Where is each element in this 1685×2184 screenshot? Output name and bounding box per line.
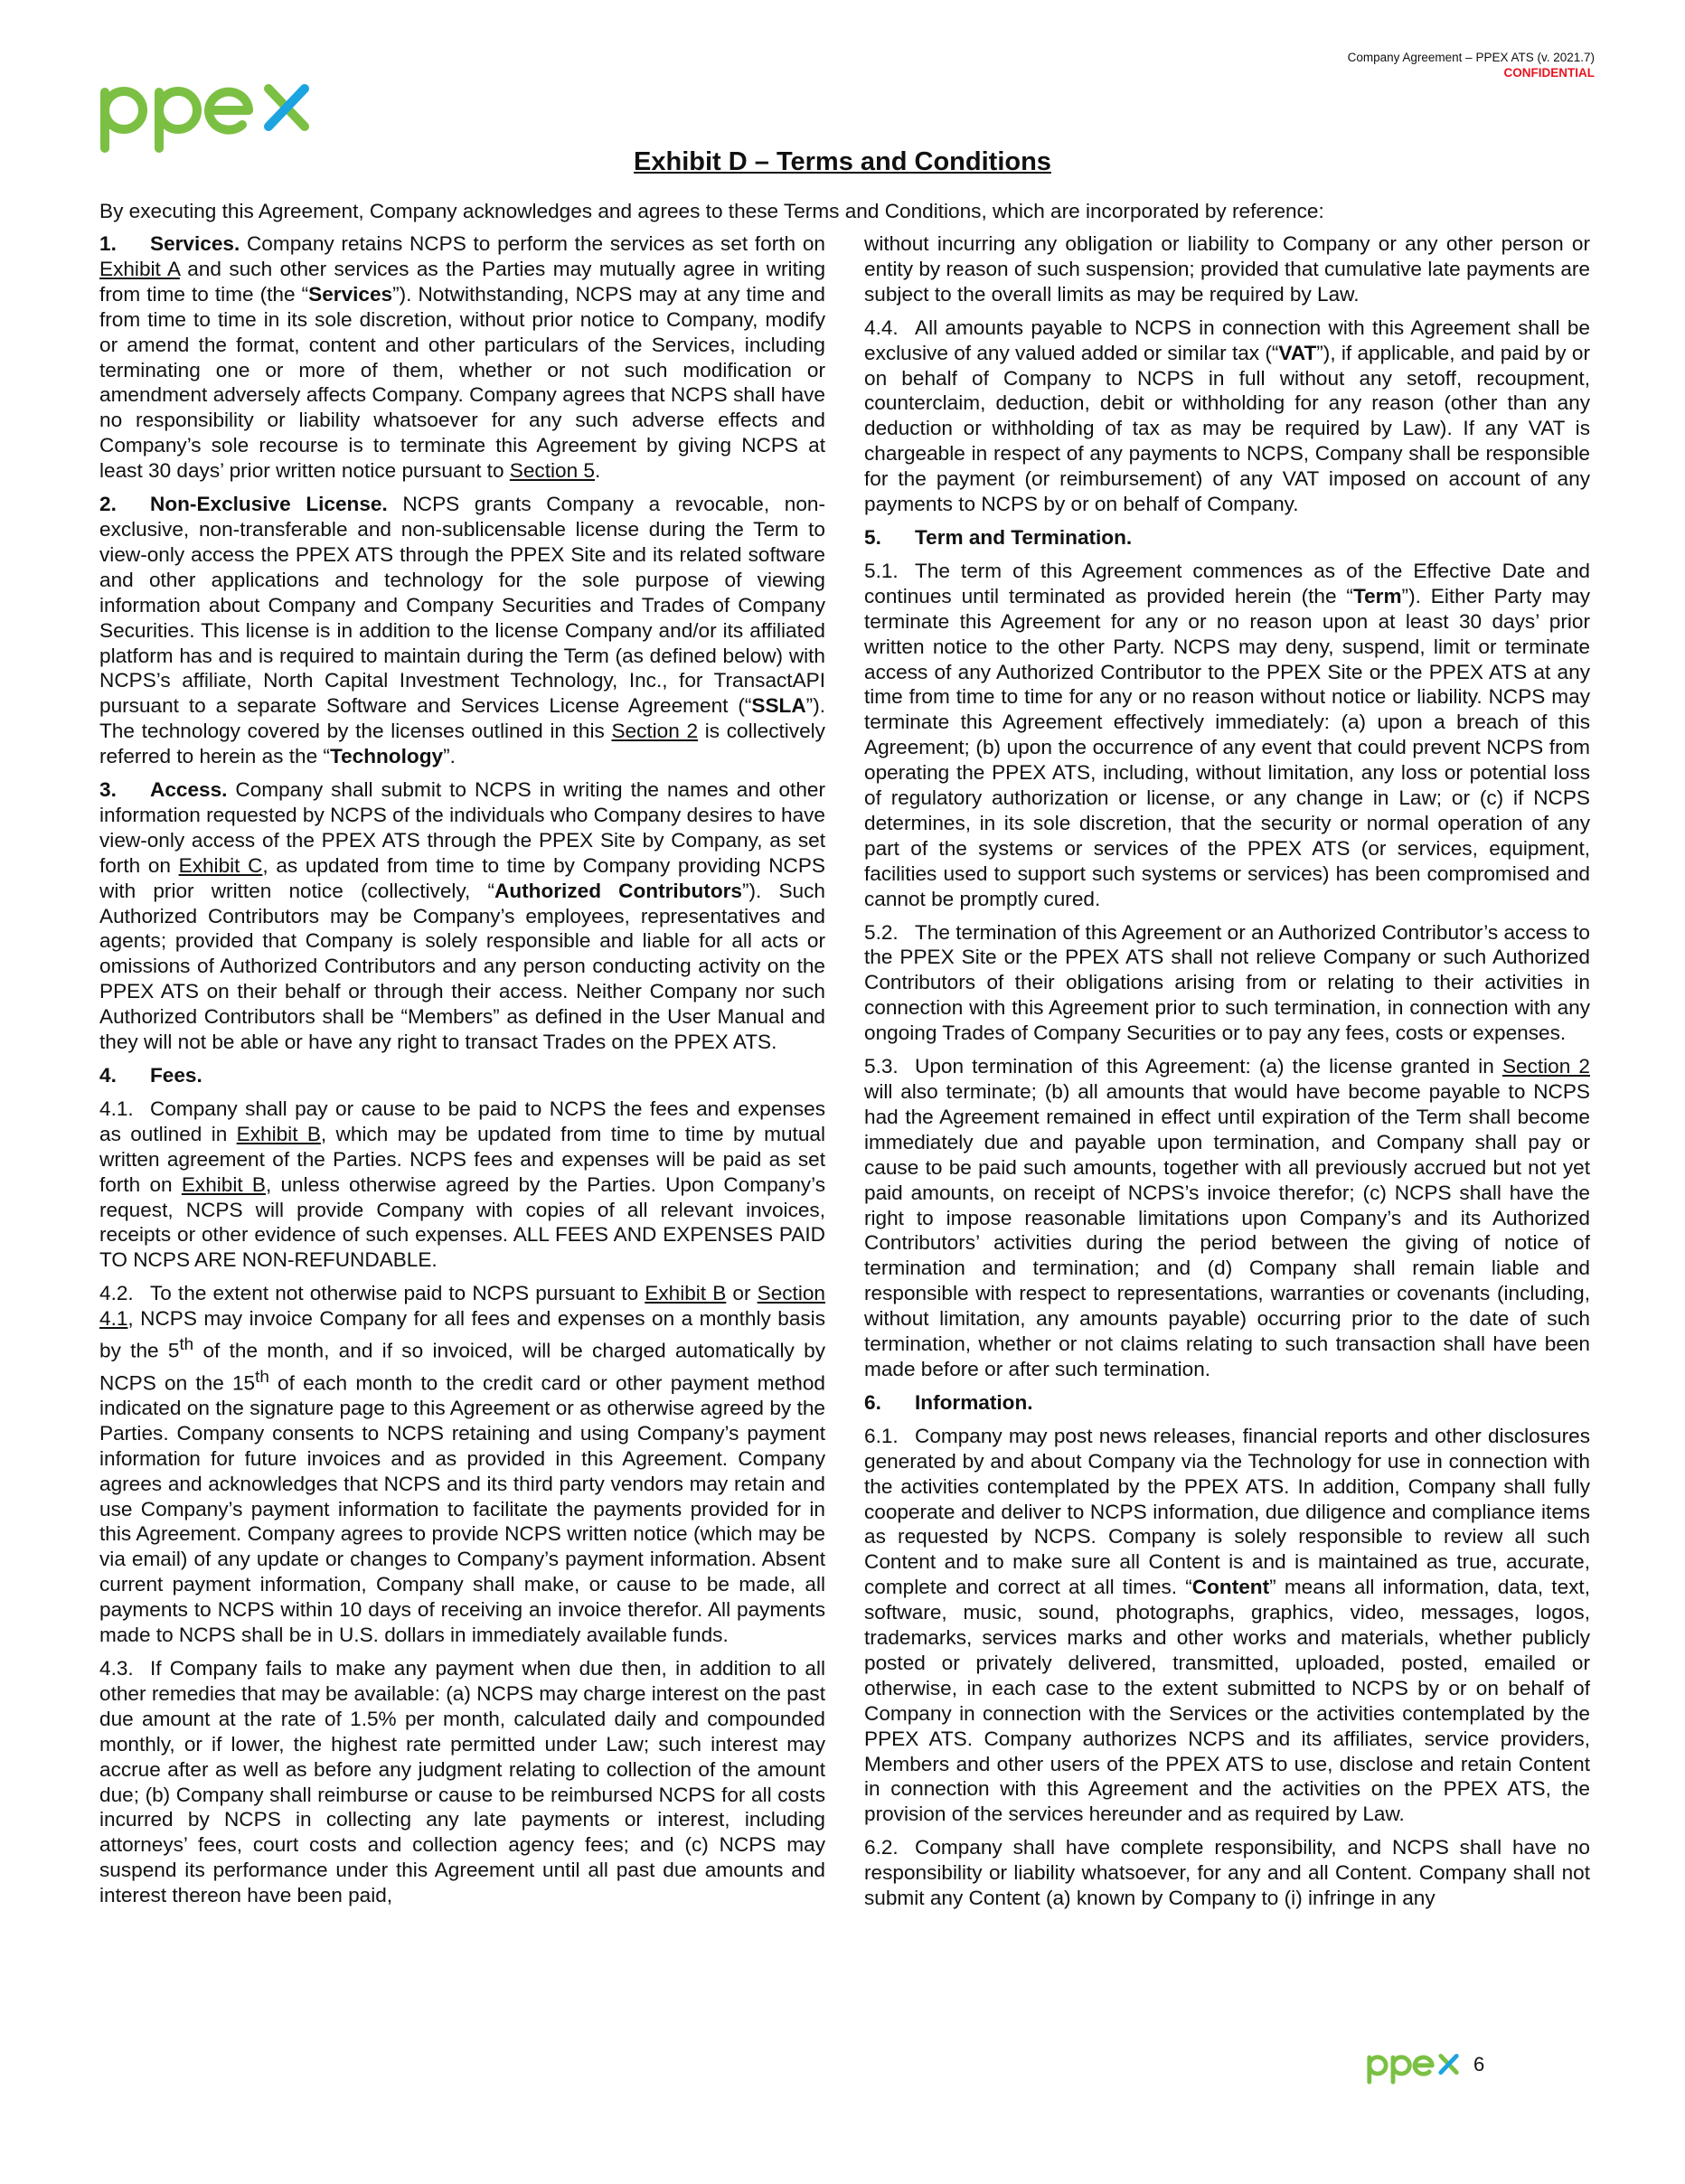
doc-reference: Company Agreement – PPEX ATS (v. 2021.7)	[1347, 51, 1595, 64]
exhibit-a-link[interactable]: Exhibit A	[99, 257, 180, 280]
section-4-4: 4.4. All amounts payable to NCPS in connection with this Agreement shall be exclusive of any valued added or similar tax (“VAT”), if applicable, and paid by or on behalf of Company to NCPS in full without any setoff, recoupment, counterclaim, deduction, debit or withholding for any reason (other than any deduction or withholding of tax as may be required by Law). If any VAT is chargeable in respect of any payments to NCPS, Company shall be responsible for the payment (or reimbursement) of any VAT imposed on account of any payments to NCPS by or on behalf of Company.	[864, 315, 1590, 516]
section-4-3: 4.3. If Company fails to make any payment when due then, in addition to all other remedies that may be available: (a) NCPS may charge interest on the past due amount at the rate of 1.5% per month, calculated daily and compounded monthly, or if lower, the highest rate permitted under Law; such interest may accrue after as well as before any judgment relating to collection of the amount due; (b) Company shall reimburse or cause to be reimbursed NCPS for all costs incurred by NCPS in collecting any late payments or interest, including attorneys’ fees, court costs and collection agency fees; and (c) NCPS may suspend its performance under this Agreement until all past due amounts and interest thereon have been paid,	[99, 1657, 825, 1907]
ppex-footer-logo	[1365, 2050, 1464, 2085]
section-2: 2. Non-Exclusive License. NCPS grants Company a revocable, non-exclusive, non-transferable and non-sublicensable license during the Term to view-only access the PPEX ATS through the PPEX Site and its related software and other applications and technology for the sole purpose of viewing information about Company and Company Securities and Trades of Company Securities. This license is in addition to the license Company and/or its affiliated platform has and is required to maintain during the Term (as defined below) with NCPS’s affiliate, North Capital Investment Technology, Inc., for TransactAPI pursuant to a separate Software and Services License Agreement (“SSLA”). The technology covered by the licenses outlined in this Section 2 is collectively referred to herein as the “Technology”.	[99, 493, 825, 768]
section-6-2: 6.2. Company shall have complete responsibility, and NCPS shall have no responsibility or liability whatsoever, for any and all Content. Company shall not submit any Content (a) known by Company to (i) infringe in any	[864, 1836, 1590, 1910]
section-5-3: 5.3. Upon termination of this Agreement: (a) the license granted in Section 2 will also terminate; (b) all amounts that would have become payable to NCPS had the Agreement remained in effect until expiration of the Term shall become immediately due and payable upon termination, and Company shall pay or cause to be paid such amounts, together with all previously accrued but not yet paid amounts, on receipt of NCPS’s invoice therefor; (c) NCPS shall have the right to impose reasonable limitations upon Company’s and its Authorized Contributors’ activities during the period between the giving of notice of termination and termination; and (d) Company shall remain liable and responsible with respect to representations, warranties or covenants (including, without limitation, any amounts payable) occurring prior to the date of such termination, whether or not claims relating to such transaction shall have been made before or after such termination.	[864, 1055, 1590, 1380]
exhibit-b-link[interactable]: Exhibit B	[645, 1282, 727, 1305]
exhibit-b-link[interactable]: Exhibit B	[236, 1122, 321, 1145]
section-4-1-link[interactable]: Section 4.1	[99, 1282, 825, 1331]
section-3: 3. Access. Company shall submit to NCPS in writing the names and other information requested by NCPS of the individuals who Company desires to have view-only access of the PPEX ATS through the PPEX Site by Company, as set forth on Exhibit C, as updated from time to time by Company providing NCPS with prior written notice (collectively, “Authorized Contributors”). Such Authorized Contributors may be Company’s employees, representatives and agents; provided that Company is solely responsible and liable for all acts or omissions of Authorized Contributors and any person conducting activity on the PPEX ATS on their behalf or through their access. Neither Company nor such Authorized Contributors shall be “Members” as defined in the User Manual and they will not be able or have any right to transact Trades on the PPEX ATS.	[99, 778, 825, 1054]
section-5-heading: 5. Term and Termination.	[864, 525, 1133, 549]
left-column	[99, 231, 825, 1916]
exhibit-c-link[interactable]: Exhibit C	[178, 853, 263, 877]
right-column	[864, 231, 1590, 1919]
section-6-heading: 6. Information.	[864, 1390, 1033, 1414]
page-footer	[1365, 2050, 1484, 2085]
page-number: 6	[1473, 2053, 1485, 2076]
section-6-1: 6.1. Company may post news releases, financial reports and other disclosures generated by and about Company via the Technology for use in connection with the activities contemplated by the PPEX ATS. In addition, Company shall fully cooperate and deliver to NCPS information, due diligence and compliance items as requested by NCPS. Company is solely responsible to review all such Content and to make sure all Content is and is maintained as true, accurate, complete and correct at all times. “Content” means all information, data, text, software, music, sound, photographs, graphics, video, messages, logos, trademarks, services marks and other works and materials, whether publicly posted or privately delivered, transmitted, uploaded, posted, emailed or otherwise, in each case to the extent submitted to NCPS by or on behalf of Company in connection with the Services or the activities contemplated by the PPEX ATS. Company authorizes NCPS and its affiliates, service providers, Members and other users of the PPEX ATS to use, disclose and retain Content in connection with this Agreement and the activities on the PPEX ATS, the provision of the services hereunder and as required by Law.	[864, 1424, 1590, 1826]
ppex-logo	[95, 76, 323, 154]
confidential-label: CONFIDENTIAL	[1503, 66, 1595, 80]
section-5-2: 5.2. The termination of this Agreement or an Authorized Contributor’s access to the PPEX Site or the PPEX ATS shall not relieve Company or such Authorized Contributors of their obligations arising from or relating to their activities in connection with this Agreement prior to such termination, in connection with any ongoing Trades of Company Securities or to pay any fees, costs or expenses.	[864, 920, 1590, 1045]
section-2-link[interactable]: Section 2	[611, 720, 699, 743]
section-5-link[interactable]: Section 5	[509, 459, 596, 483]
section-4-heading: 4. Fees.	[99, 1064, 202, 1087]
section-4-3-continued: without incurring any obligation or liability to Company or any other person or entity by reason of such suspension; provided that cumulative late payments are subject to the overall limits as may be required by Law.	[864, 232, 1590, 306]
intro-paragraph: By executing this Agreement, Company acknowledges and agrees to these Terms and Conditions, which are incorporated by reference:	[99, 200, 1324, 222]
document-header	[1348, 50, 1595, 80]
section-5-1: 5.1. The term of this Agreement commences as of the Effective Date and continues until terminated as provided herein (the “Term”). Either Party may terminate this Agreement for any or no reason upon at least 30 days’ prior written notice to the other Party. NCPS may deny, suspend, limit or terminate access of any Authorized Contributor to the PPEX Site or the PPEX ATS at any time from time to time for any or no reason without notice or liability. NCPS may terminate this Agreement effectively immediately: (a) upon a breach of this Agreement; (b) upon the occurrence of any event that could prevent NCPS from operating the PPEX ATS, including, without limitation, any loss or potential loss of regulatory authorization or license, or any change in Law; or (c) if NCPS determines, in its sole discretion, that the security or normal operation of any part of the systems or services of the PPEX ATS (or services, equipment, facilities used to support such systems or services) has been compromised and cannot be promptly cured.	[864, 559, 1590, 910]
section-4-2: 4.2. To the extent not otherwise paid to NCPS pursuant to Exhibit B or Section 4.1, NCPS may invoice Company for all fees and expenses on a monthly basis by the 5th of the month, and if so invoiced, will be charged automatically by NCPS on the 15th of each month to the credit card or other payment method indicated on the signature page to this Agreement or as otherwise agreed by the Parties. Company consents to NCPS retaining and using Company’s payment information for future invoices and as provided in this Agreement. Company agrees and acknowledges that NCPS and its third party vendors may retain and use Company’s payment information to facilitate the payments provided for in this Agreement. Company agrees to provide NCPS written notice (which may be via email) of any update or changes to Company’s payment information. Absent current payment information, Company shall make, or cause to be made, all payments to NCPS within 10 days of receiving an invoice therefor. All payments made to NCPS shall be in U.S. dollars in immediately available funds.	[99, 1282, 825, 1647]
section-1: 1. Services. Company retains NCPS to perform the services as set forth on Exhibit A and such other services as the Parties may mutually agree in writing from time to time (the “Services”). Notwithstanding, NCPS may at any time and from time to time in its sole discretion, without prior notice to Company, modify or amend the format, content and other particulars of the Services, including terminating one or more of them, whether or not such modification or amendment adversely affects Company. Company agrees that NCPS shall have no responsibility or liability whatsoever for any such adverse effects and Company’s sole recourse is to terminate this Agreement by giving NCPS at least 30 days’ prior written notice pursuant to Section 5.	[99, 232, 826, 483]
exhibit-title: Exhibit D – Terms and Conditions	[634, 147, 1051, 176]
section-2-link[interactable]: Section 2	[1501, 1055, 1590, 1078]
section-4-1: 4.1. Company shall pay or cause to be paid to NCPS the fees and expenses as outlined in Exhibit B, which may be updated from time to time by mutual written agreement of the Parties. NCPS fees and expenses will be paid as set forth on Exhibit B, unless otherwise agreed by the Parties. Upon Company’s request, NCPS will provide Company with copies of all relevant invoices, receipts or other evidence of such expenses. ALL FEES AND EXPENSES PAID TO NCPS ARE NON-REFUNDABLE.	[99, 1097, 825, 1272]
exhibit-b-link[interactable]: Exhibit B	[181, 1172, 266, 1196]
